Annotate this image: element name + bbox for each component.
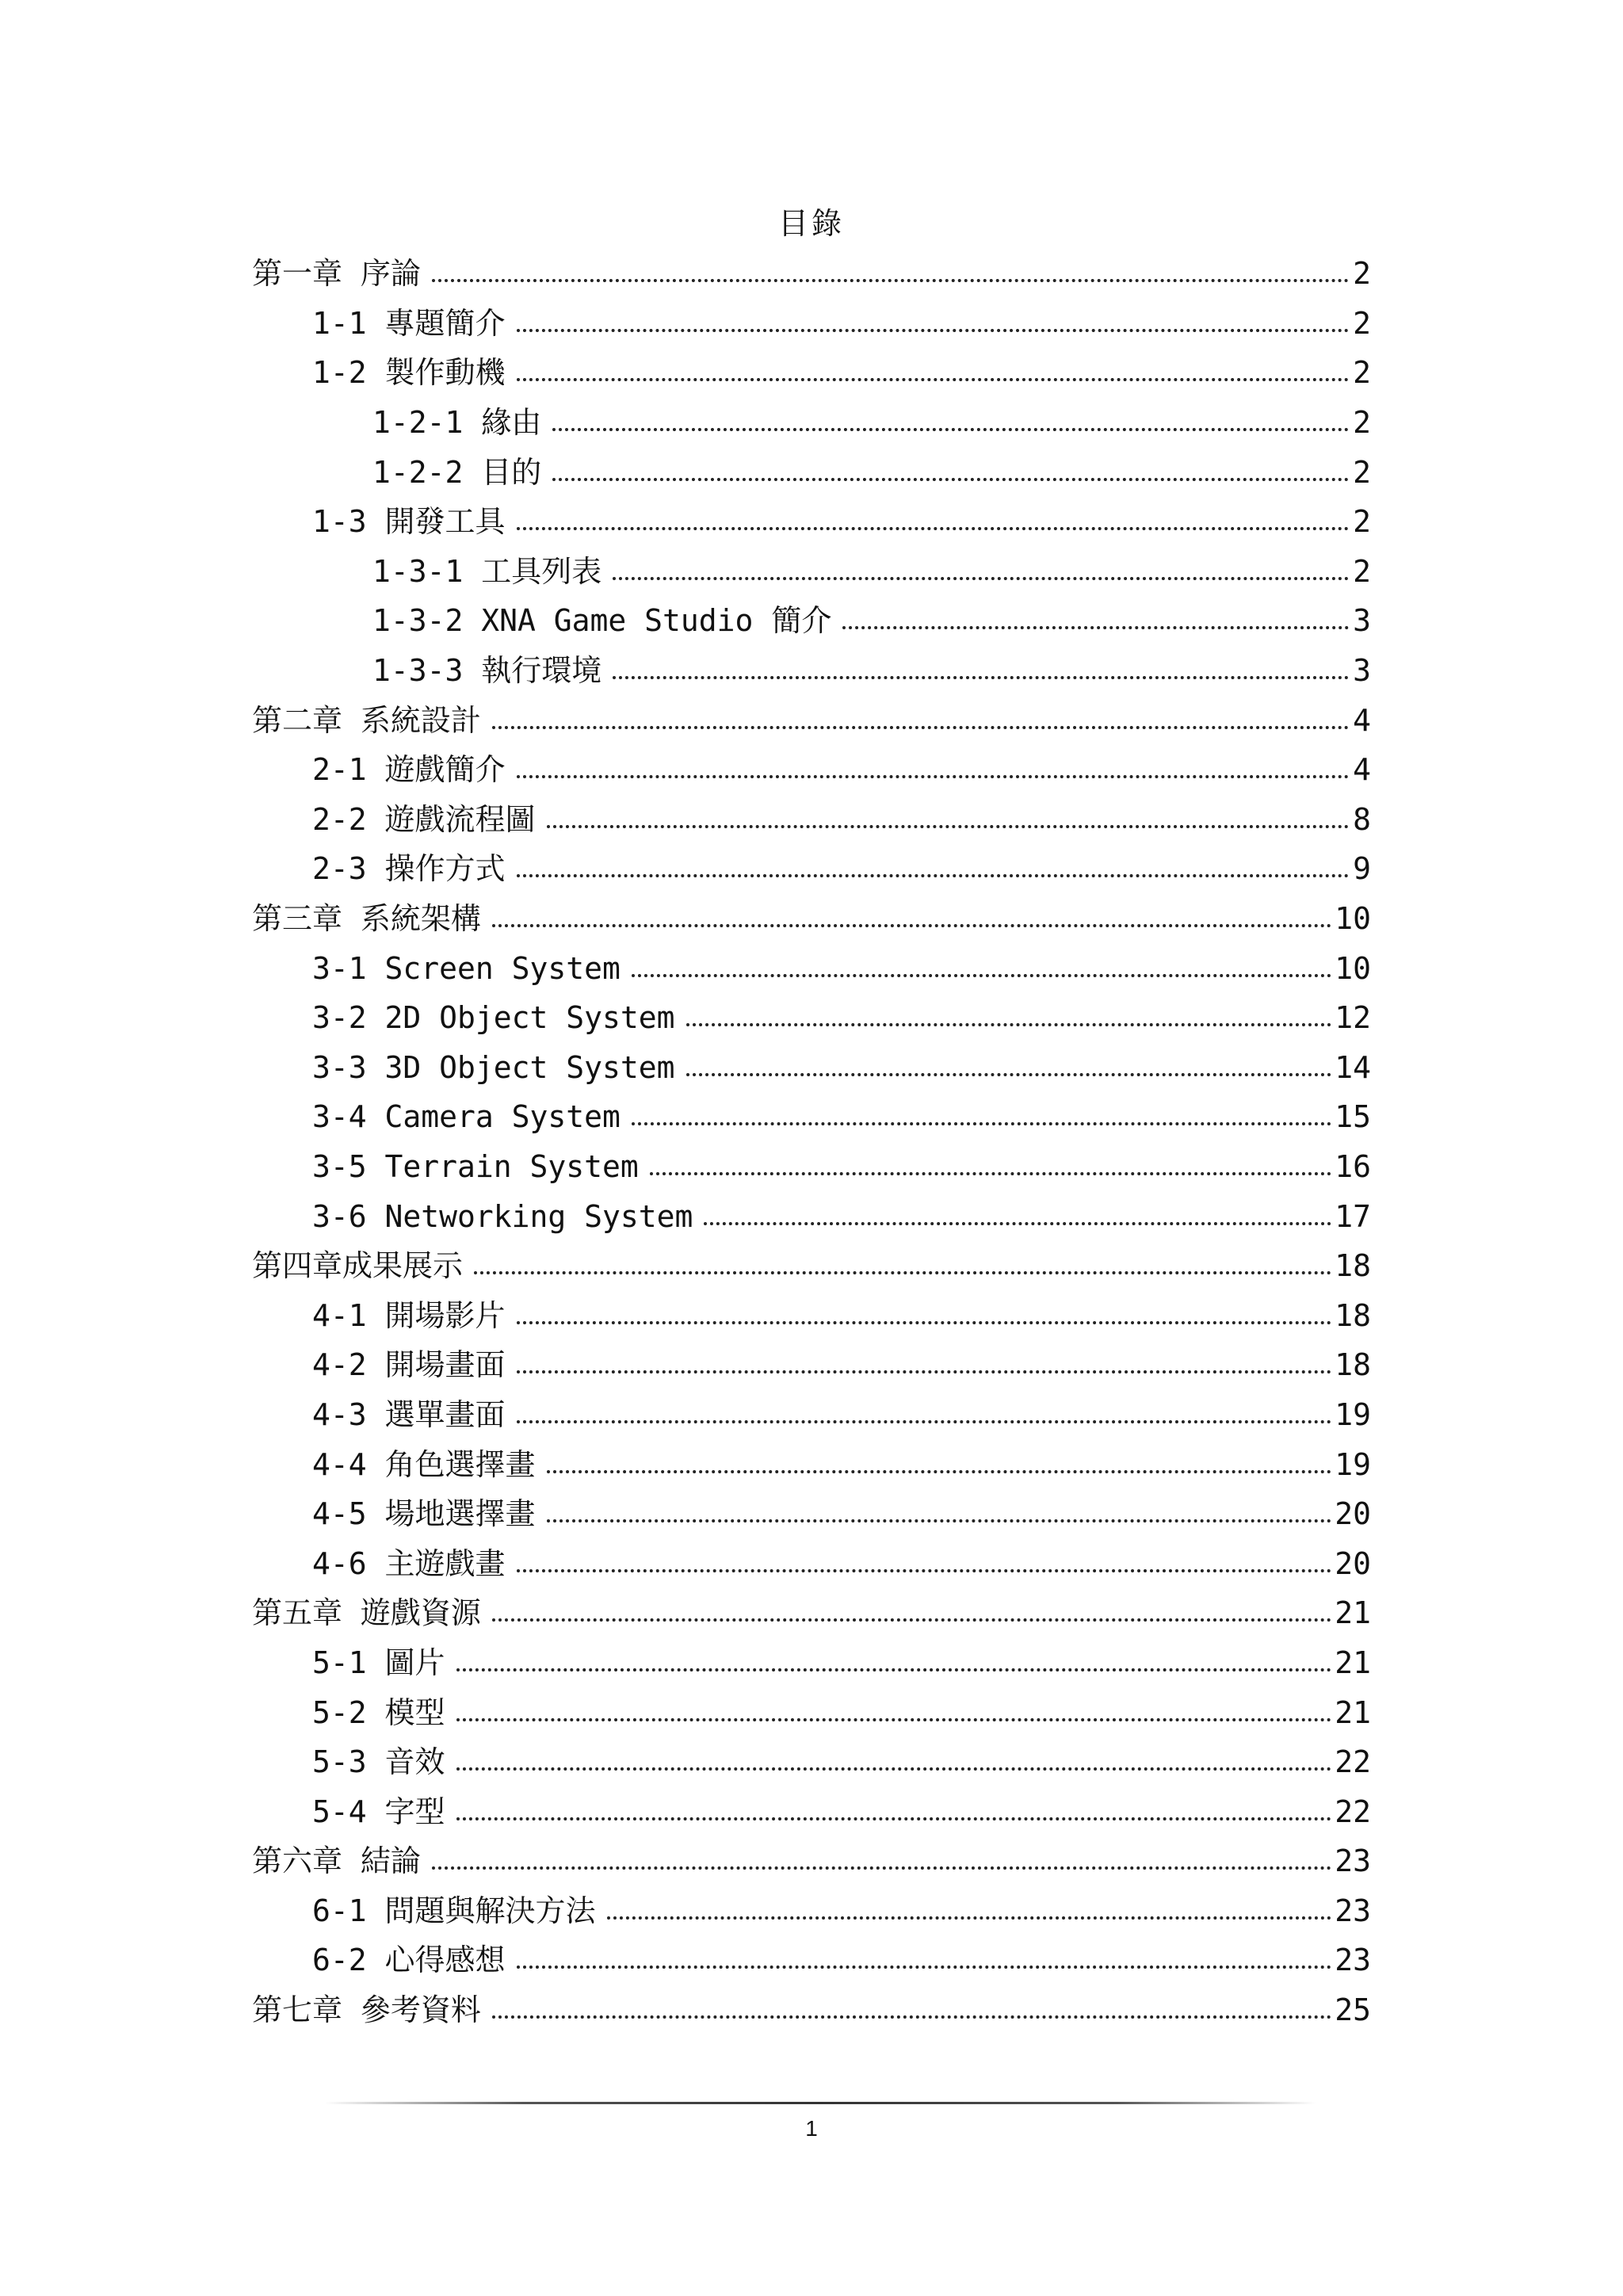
toc-section-entry[interactable] <box>252 745 1371 795</box>
page-number: 1 <box>805 2116 818 2141</box>
toc-section-entry[interactable] <box>252 1092 1371 1142</box>
toc-dot-leader <box>613 547 1349 596</box>
toc-dot-leader <box>547 1440 1332 1489</box>
toc-dot-leader <box>474 1241 1331 1290</box>
toc-section-entry[interactable] <box>252 1142 1371 1192</box>
toc-entry-label: 第三章 系統架構 <box>252 901 481 937</box>
toc-entry-label: 第一章 序論 <box>252 256 421 292</box>
toc-section-entry[interactable] <box>252 1538 1371 1588</box>
toc-dot-leader <box>517 844 1349 893</box>
toc-dot-leader <box>432 1836 1331 1885</box>
toc-dot-leader <box>492 894 1331 943</box>
toc-dot-leader <box>632 1092 1331 1141</box>
toc-entry-label: 3-1 Screen System <box>312 950 621 986</box>
toc-dot-leader <box>517 348 1349 397</box>
toc-entry-page: 22 <box>1335 1744 1371 1780</box>
toc-section-entry[interactable] <box>252 1340 1371 1390</box>
toc-dot-leader <box>607 1886 1332 1935</box>
toc-entry-page: 2 <box>1353 504 1371 540</box>
toc-dot-leader <box>842 596 1349 645</box>
toc-entry-page: 2 <box>1353 355 1371 391</box>
toc-section-entry[interactable] <box>252 1439 1371 1489</box>
toc-dot-leader <box>517 1935 1332 1985</box>
toc-entry-label: 4-4 角色選擇畫 <box>312 1446 536 1482</box>
toc-dot-leader <box>517 745 1349 794</box>
toc-dot-leader <box>704 1192 1331 1241</box>
toc-section-entry[interactable] <box>252 1043 1371 1093</box>
toc-entry-page: 2 <box>1353 405 1371 441</box>
toc-entry-page: 20 <box>1335 1545 1371 1581</box>
toc-chapter-entry[interactable] <box>252 894 1371 944</box>
toc-entry-page: 21 <box>1335 1595 1371 1631</box>
toc-section-entry[interactable] <box>252 993 1371 1043</box>
toc-entry-label: 3-5 Terrain System <box>312 1148 639 1184</box>
toc-entry-label: 5-1 圖片 <box>312 1645 445 1680</box>
toc-dot-leader <box>517 1340 1332 1389</box>
toc-dot-leader <box>686 993 1332 1042</box>
toc-entry-label: 1-3-2 XNA Game Studio 簡介 <box>372 603 832 639</box>
toc-section-entry[interactable] <box>252 299 1371 349</box>
toc-entry-label: 3-3 3D Object System <box>312 1049 675 1085</box>
toc-entry-page: 21 <box>1335 1694 1371 1730</box>
toc-dot-leader <box>517 1390 1332 1439</box>
toc-entry-label: 4-1 開場影片 <box>312 1297 506 1333</box>
toc-dot-leader <box>492 1588 1331 1637</box>
toc-entry-label: 4-3 選單畫面 <box>312 1396 506 1432</box>
toc-entry-page: 2 <box>1353 305 1371 341</box>
toc-dot-leader <box>547 1489 1332 1538</box>
toc-entry-page: 25 <box>1335 1992 1371 2028</box>
toc-entry-label: 1-3 開發工具 <box>312 504 506 540</box>
toc-entry-label: 1-2-1 緣由 <box>372 405 542 441</box>
toc-entry-label: 2-2 遊戲流程圖 <box>312 801 536 837</box>
toc-entry-label: 6-1 問題與解決方法 <box>312 1893 596 1928</box>
toc-entry-label: 2-3 操作方式 <box>312 851 506 887</box>
toc-entry-label: 第六章 結論 <box>252 1843 421 1879</box>
toc-chapter-entry[interactable] <box>252 1588 1371 1638</box>
toc-entry-page: 17 <box>1335 1198 1371 1234</box>
toc-section-entry[interactable] <box>252 943 1371 993</box>
toc-section-entry[interactable] <box>252 497 1371 547</box>
toc-entry-label: 4-6 主遊戲畫 <box>312 1545 506 1581</box>
toc-entry-page: 2 <box>1353 256 1371 292</box>
toc-entry-page: 23 <box>1335 1893 1371 1928</box>
toc-dot-leader <box>456 1787 1332 1836</box>
toc-chapter-entry[interactable] <box>252 1241 1371 1291</box>
toc-entry-page: 21 <box>1335 1645 1371 1680</box>
toc-entry-page: 18 <box>1335 1347 1371 1383</box>
toc-entry-page: 2 <box>1353 454 1371 490</box>
toc-entry-page: 3 <box>1353 603 1371 639</box>
toc-dot-leader <box>456 1638 1332 1687</box>
toc-entry-page: 10 <box>1335 950 1371 986</box>
toc-dot-leader <box>552 448 1349 497</box>
toc-section-entry[interactable] <box>252 795 1371 845</box>
toc-entry-page: 22 <box>1335 1794 1371 1829</box>
toc-entry-label: 1-2 製作動機 <box>312 355 506 391</box>
toc-entry-page: 4 <box>1353 702 1371 738</box>
toc-chapter-entry[interactable] <box>252 1985 1371 2035</box>
toc-entry-label: 6-2 心得感想 <box>312 1943 506 1978</box>
toc-chapter-entry[interactable] <box>252 1836 1371 1886</box>
toc-entry-page: 2 <box>1353 553 1371 589</box>
toc-dot-leader <box>632 944 1331 993</box>
toc-entry-label: 5-2 模型 <box>312 1694 445 1730</box>
toc-section-entry[interactable] <box>252 1489 1371 1539</box>
toc-dot-leader <box>650 1142 1331 1191</box>
toc-entry-page: 19 <box>1335 1446 1371 1482</box>
toc-section-entry[interactable] <box>252 844 1371 894</box>
toc-section-entry[interactable] <box>252 1638 1371 1688</box>
toc-entry-page: 3 <box>1353 653 1371 689</box>
toc-section-entry[interactable] <box>252 646 1371 696</box>
toc-entry-page: 14 <box>1335 1049 1371 1085</box>
toc-entry-label: 第七章 參考資料 <box>252 1992 481 2028</box>
toc-section-entry[interactable] <box>252 596 1371 646</box>
toc-entry-label: 3-2 2D Object System <box>312 1000 675 1036</box>
toc-dot-leader <box>432 249 1349 298</box>
toc-section-entry[interactable] <box>252 547 1371 597</box>
toc-section-entry[interactable] <box>252 1191 1371 1241</box>
toc-dot-leader <box>492 1985 1331 2034</box>
toc-entry-label: 3-6 Networking System <box>312 1198 693 1234</box>
toc-section-entry[interactable] <box>252 348 1371 398</box>
toc-entry-label: 2-1 遊戲簡介 <box>312 752 506 788</box>
toc-entry-page: 10 <box>1335 901 1371 937</box>
toc-entry-label: 3-4 Camera System <box>312 1099 621 1135</box>
toc-dot-leader <box>613 646 1349 695</box>
toc-section-entry[interactable] <box>252 1390 1371 1440</box>
toc-dot-leader <box>517 1539 1332 1588</box>
toc-chapter-entry[interactable] <box>252 695 1371 745</box>
toc-chapter-entry[interactable] <box>252 249 1371 299</box>
toc-entry-label: 1-1 專題簡介 <box>312 305 506 341</box>
toc-dot-leader <box>492 696 1349 745</box>
toc-entry-page: 4 <box>1353 752 1371 788</box>
toc-section-entry[interactable] <box>252 1737 1371 1787</box>
toc-section-entry[interactable] <box>252 398 1371 448</box>
toc-entry-page: 12 <box>1335 1000 1371 1036</box>
toc-dot-leader <box>547 795 1349 844</box>
toc-entry-label: 5-4 字型 <box>312 1794 445 1829</box>
toc-entry-label: 4-2 開場畫面 <box>312 1347 506 1383</box>
toc-section-entry[interactable] <box>252 1935 1371 1985</box>
toc-section-entry[interactable] <box>252 1886 1371 1936</box>
table-of-contents <box>252 249 1371 2034</box>
toc-section-entry[interactable] <box>252 1290 1371 1340</box>
toc-entry-page: 23 <box>1335 1943 1371 1978</box>
toc-entry-page: 9 <box>1353 851 1371 887</box>
toc-dot-leader <box>517 1291 1332 1340</box>
toc-entry-label: 1-3-1 工具列表 <box>372 553 602 589</box>
toc-entry-page: 15 <box>1335 1099 1371 1135</box>
toc-entry-page: 8 <box>1353 801 1371 837</box>
toc-dot-leader <box>456 1688 1332 1737</box>
toc-title: 目錄 <box>777 206 845 241</box>
toc-entry-label: 第五章 遊戲資源 <box>252 1595 481 1631</box>
toc-section-entry[interactable] <box>252 447 1371 497</box>
toc-dot-leader <box>517 497 1349 546</box>
toc-entry-label: 1-3-3 執行環境 <box>372 653 602 689</box>
toc-entry-page: 23 <box>1335 1843 1371 1879</box>
toc-entry-label: 1-2-2 目的 <box>372 454 542 490</box>
toc-entry-page: 18 <box>1335 1297 1371 1333</box>
footer-divider <box>325 2102 1316 2104</box>
toc-dot-leader <box>456 1737 1332 1786</box>
toc-dot-leader <box>517 299 1349 348</box>
toc-entry-page: 18 <box>1335 1248 1371 1284</box>
toc-entry-label: 第四章成果展示 <box>252 1248 464 1284</box>
toc-entry-label: 第二章 系統設計 <box>252 702 481 738</box>
toc-section-entry[interactable] <box>252 1687 1371 1737</box>
toc-entry-label: 4-5 場地選擇畫 <box>312 1496 536 1532</box>
toc-dot-leader <box>686 1043 1332 1092</box>
toc-entry-page: 20 <box>1335 1496 1371 1532</box>
toc-entry-page: 19 <box>1335 1396 1371 1432</box>
toc-entry-label: 5-3 音效 <box>312 1744 445 1780</box>
toc-entry-page: 16 <box>1335 1148 1371 1184</box>
toc-section-entry[interactable] <box>252 1786 1371 1836</box>
toc-dot-leader <box>552 398 1349 447</box>
